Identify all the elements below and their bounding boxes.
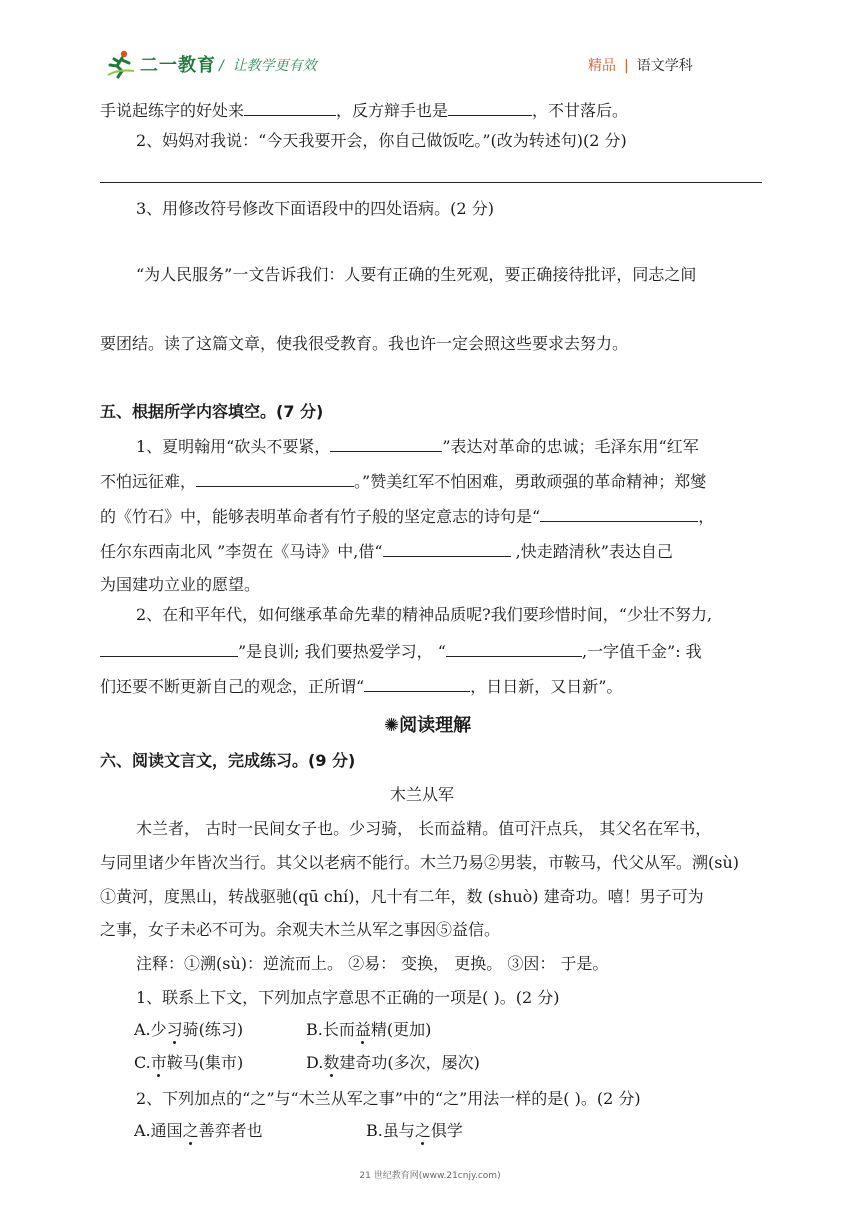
answer-line[interactable] xyxy=(100,182,762,183)
dotted-char: 之 xyxy=(182,1121,199,1140)
answer-blank[interactable] xyxy=(446,640,582,657)
logo-text: 二一教育 xyxy=(140,55,216,76)
q4-line0 xyxy=(100,99,628,121)
text-segment: 鞍马(集市) xyxy=(166,1053,244,1072)
tag-separator: | xyxy=(624,58,629,74)
text-segment: C. xyxy=(134,1053,151,1072)
dotted-char: 市 xyxy=(150,1053,167,1072)
q4-paragraph-line1: “为人民服务”一文告诉我们：人要有正确的生死观，要正确接待批评，同志之间 xyxy=(136,265,697,284)
q6-q1-option-a[interactable] xyxy=(134,1020,243,1040)
q5-line5: 为国建功立业的愿望。 xyxy=(100,575,261,594)
text-segment: D. xyxy=(306,1053,324,1072)
answer-blank[interactable] xyxy=(330,435,442,452)
dotted-char: 之 xyxy=(414,1121,431,1140)
text-segment: 们还要不断更新自己的观念，正所谓“ xyxy=(100,677,365,696)
text-segment: 精(更加) xyxy=(370,1020,432,1039)
text-segment: 骑(练习) xyxy=(182,1020,244,1039)
page-footer: 21 世纪教育网(www.21cnjy.com) xyxy=(359,1171,501,1181)
answer-blank[interactable] xyxy=(540,505,698,522)
text-segment: 。”赞美红军不怕困难，勇敢顽强的革命精神；郑燮 xyxy=(354,472,707,491)
section-title-text: 阅读理解 xyxy=(399,715,472,736)
slogan-text: 让教学更有效 xyxy=(232,58,317,74)
answer-blank[interactable] xyxy=(364,675,470,692)
answer-blank[interactable] xyxy=(244,99,336,116)
text-segment: ,快走踏清秋”表达自己 xyxy=(510,542,673,561)
q4-item3: 3、用修改符号修改下面语段中的四处语病。(2 分) xyxy=(136,199,494,218)
header-tags xyxy=(588,55,693,75)
answer-blank[interactable] xyxy=(448,99,532,116)
text-segment: 俱学 xyxy=(430,1121,463,1140)
passage-note: 注释：①溯(sù)：逆流而上。 ②易： 变换， 更换。 ③因： 于是。 xyxy=(136,954,609,973)
star-icon: ✺ xyxy=(384,715,400,736)
text-segment: ，反方辩手也是 xyxy=(336,101,449,120)
dotted-char: 数 xyxy=(323,1053,340,1072)
header-slogan xyxy=(219,55,317,75)
q6-question2: 2、下列加点的“之”与“木兰从军之事”中的“之”用法一样的是( )。(2 分) xyxy=(136,1089,641,1108)
text-segment: ”是良训; 我们要热爱学习， “ xyxy=(238,642,446,661)
text-segment: B.虽与 xyxy=(366,1121,415,1140)
tag-subject: 语文学科 xyxy=(636,58,693,74)
text-segment: ，日日新，又日新”。 xyxy=(470,677,623,696)
q5-line4 xyxy=(100,540,673,562)
text-segment: 不怕远征难， xyxy=(100,472,197,491)
passage-line4: 之事，女子未必不可为。余观夫木兰从军之事因⑤益信。 xyxy=(100,920,501,939)
text-segment: 的《竹石》中，能够表明革命者有竹子般的坚定意志的诗句是“ xyxy=(100,507,541,526)
q6-q1-option-b[interactable] xyxy=(306,1020,431,1040)
tag-premium: 精品 xyxy=(588,58,616,74)
q5-line8 xyxy=(100,675,622,697)
q5-line3 xyxy=(100,505,714,527)
text-segment: ，不甘落后。 xyxy=(532,101,629,120)
running-man-logo-icon xyxy=(104,49,138,79)
q5-line2 xyxy=(100,470,706,492)
section-title-reading xyxy=(384,711,471,737)
text-segment: ,一字值千金”: 我 xyxy=(581,642,702,661)
site-logo[interactable] xyxy=(104,48,216,80)
q6-q1-option-c[interactable] xyxy=(134,1053,243,1073)
answer-blank[interactable] xyxy=(196,470,354,487)
text-segment: 任尔东西南北风 ”李贺在《马诗》中,借“ xyxy=(100,542,383,561)
q6-question1: 1、联系上下文，下列加点字意思不正确的一项是( )。(2 分) xyxy=(136,988,560,1007)
passage-title: 木兰从军 xyxy=(390,785,455,804)
slogan-separator: / xyxy=(219,58,224,74)
passage-line1: 木兰者， 古时一民间女子也。少习骑， 长而益精。值可汗点兵， 其父名在军书， xyxy=(136,819,712,838)
text-segment: 1、夏明翰用“砍头不要紧， xyxy=(136,437,331,456)
q5-line1 xyxy=(136,435,699,457)
q4-item2: 2、妈妈对我说：“今天我要开会，你自己做饭吃。”(改为转述句)(2 分) xyxy=(136,131,627,150)
q5-line6: 2、在和平年代，如何继承革命先辈的精神品质呢?我们要珍惜时间，“少壮不努力, xyxy=(136,605,713,624)
q6-q1-option-d[interactable] xyxy=(306,1053,480,1073)
text-segment: 建奇功(多次，屡次) xyxy=(339,1053,480,1072)
text-segment: 手说起练字的好处来 xyxy=(100,101,245,120)
passage-line3: ①黄河，度黑山，转战驱驰(qū chí)，凡十有二年，数 (shuò) 建奇功。嘻！男子可为 xyxy=(100,887,704,906)
text-segment: ”表达对革命的忠诚；毛泽东用“红军 xyxy=(442,437,699,456)
answer-blank[interactable] xyxy=(100,640,238,657)
q5-line7 xyxy=(100,640,702,662)
text-segment: B.长而 xyxy=(306,1020,355,1039)
text-segment: A.通国 xyxy=(134,1121,183,1140)
passage-line2: 与同里诸少年皆次当行。其父以老病不能行。木兰乃易②男装，市鞍马，代父从军。溯(sù) xyxy=(100,853,740,872)
dotted-char: 习 xyxy=(166,1020,183,1039)
q6-q2-option-b[interactable] xyxy=(366,1121,463,1141)
q6-q2-option-a[interactable] xyxy=(134,1121,263,1141)
answer-blank[interactable] xyxy=(383,540,511,557)
q6-title: 六、阅读文言文，完成练习。(9 分) xyxy=(100,751,356,770)
dotted-char: 益 xyxy=(354,1020,371,1039)
q5-title: 五、根据所学内容填空。(7 分) xyxy=(100,402,324,421)
text-segment: ， xyxy=(698,507,715,526)
q4-paragraph-line2: 要团结。读了这篇文章，使我很受教育。我也许一定会照这些要求去努力。 xyxy=(100,334,629,353)
text-segment: 善弈者也 xyxy=(198,1121,263,1140)
text-segment: A.少 xyxy=(134,1020,167,1039)
